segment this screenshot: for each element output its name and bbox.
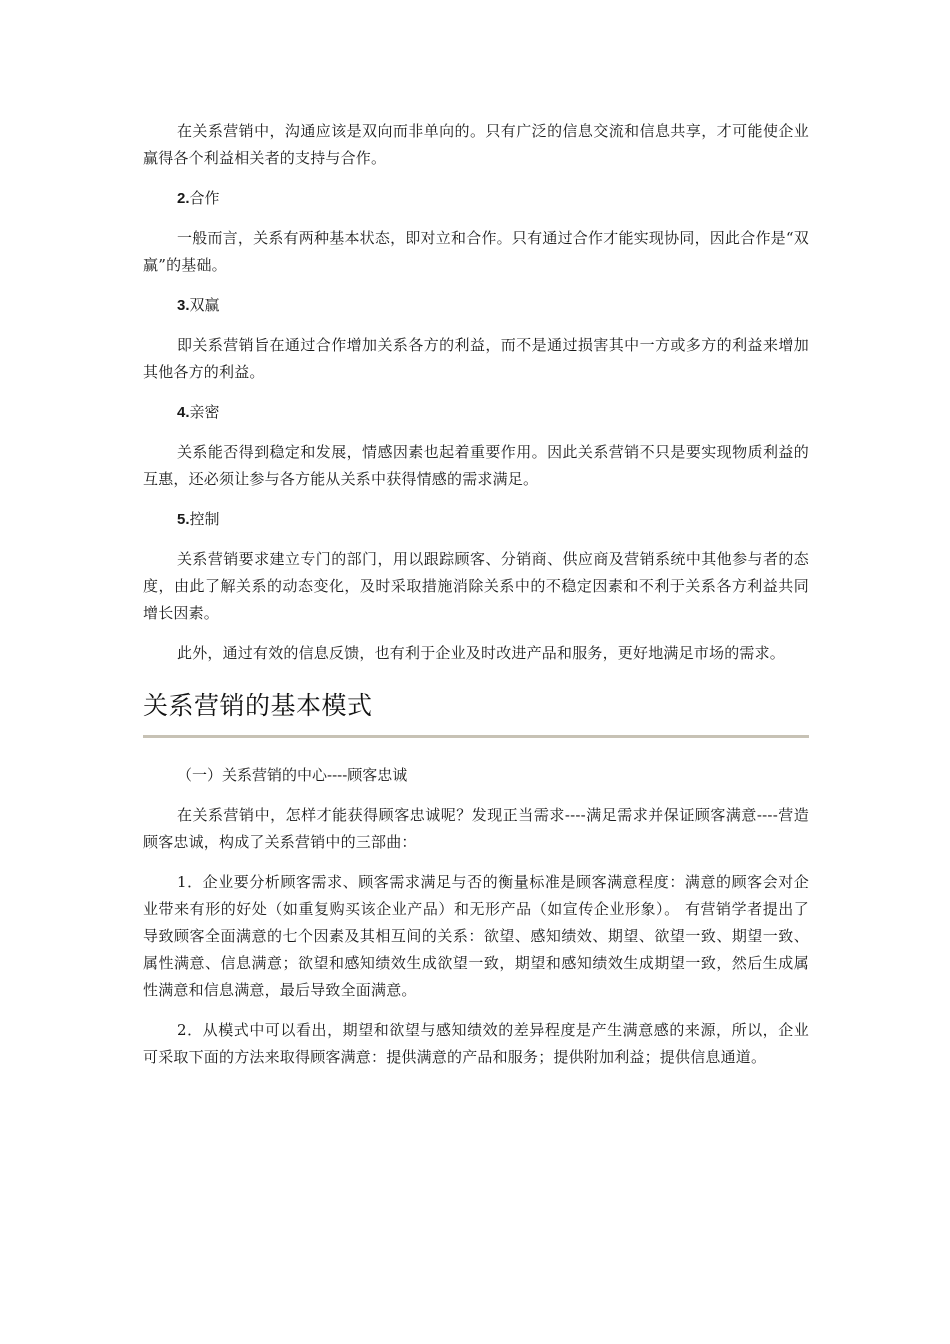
document-body: [143, 118, 809, 1071]
subheading-number: 3.: [177, 297, 190, 314]
subheading-control: [143, 506, 809, 533]
paragraph-cooperation: 一般而言，关系有两种基本状态，即对立和合作。只有通过合作才能实现协同，因此合作是“双赢”的基础。: [143, 229, 809, 274]
subheading-intimacy: [143, 399, 809, 426]
subheading-cooperation: [143, 185, 809, 212]
section-heading: 关系营销的基本模式: [143, 689, 809, 738]
subheading-number: 4.: [177, 404, 190, 421]
paragraph-intimacy: 关系能否得到稳定和发展，情感因素也起着重要作用。因此关系营销不只是要实现物质利益的互惠，还必须让参与各方能从关系中获得情感的需求满足。: [143, 443, 809, 488]
subheading-label: 亲密: [189, 403, 220, 421]
section-subheading: （一）关系营销的中心----顾客忠诚: [177, 766, 408, 784]
paragraph-control: 关系营销要求建立专门的部门，用以跟踪顾客、分销商、供应商及营销系统中其他参与者的态度，由此了解关系的动态变化，及时采取措施消除关系中的不稳定因素和不利于关系各方利益共同增长因素。: [143, 550, 809, 622]
subheading-number: 5.: [177, 511, 190, 528]
paragraph-item-1: 1．企业要分析顾客需求、顾客需求满足与否的衡量标准是顾客满意程度：满意的顾客会对企业带来有形的好处（如重复购买该企业产品）和无形产品（如宣传企业形象）。 有营销学者提出了导致顾客全面满意的七个因素及其相互间的关系：欲望、感知绩效、期望、欲望一致、期望一致、属性满意、信息满意；欲望和感知绩效生成欲望一致，期望和感知绩效生成期望一致，然后生成属性满意和信息满意，最后导致全面满意。: [143, 873, 809, 999]
subheading-label: 双赢: [189, 296, 220, 314]
paragraph-feedback: 此外，通过有效的信息反馈，也有利于企业及时改进产品和服务，更好地满足市场的需求。: [177, 644, 786, 662]
subheading-win-win: [143, 292, 809, 319]
subheading-label: 控制: [189, 510, 220, 528]
paragraph-win-win: 即关系营销旨在通过合作增加关系各方的利益，而不是通过损害其中一方或多方的利益来增加其他各方的利益。: [143, 336, 809, 381]
subheading-label: 合作: [189, 189, 220, 207]
paragraph-communication: 在关系营销中，沟通应该是双向而非单向的。只有广泛的信息交流和信息共享，才可能使企业赢得各个利益相关者的支持与合作。: [143, 122, 809, 167]
subheading-number: 2.: [177, 190, 190, 207]
paragraph-intro: 在关系营销中，怎样才能获得顾客忠诚呢？发现正当需求----满足需求并保证顾客满意----营造顾客忠诚，构成了关系营销中的三部曲：: [143, 806, 809, 851]
paragraph-item-2: 2．从模式中可以看出，期望和欲望与感知绩效的差异程度是产生满意感的来源，所以，企业可采取下面的方法来取得顾客满意：提供满意的产品和服务；提供附加利益；提供信息通道。: [143, 1021, 809, 1066]
